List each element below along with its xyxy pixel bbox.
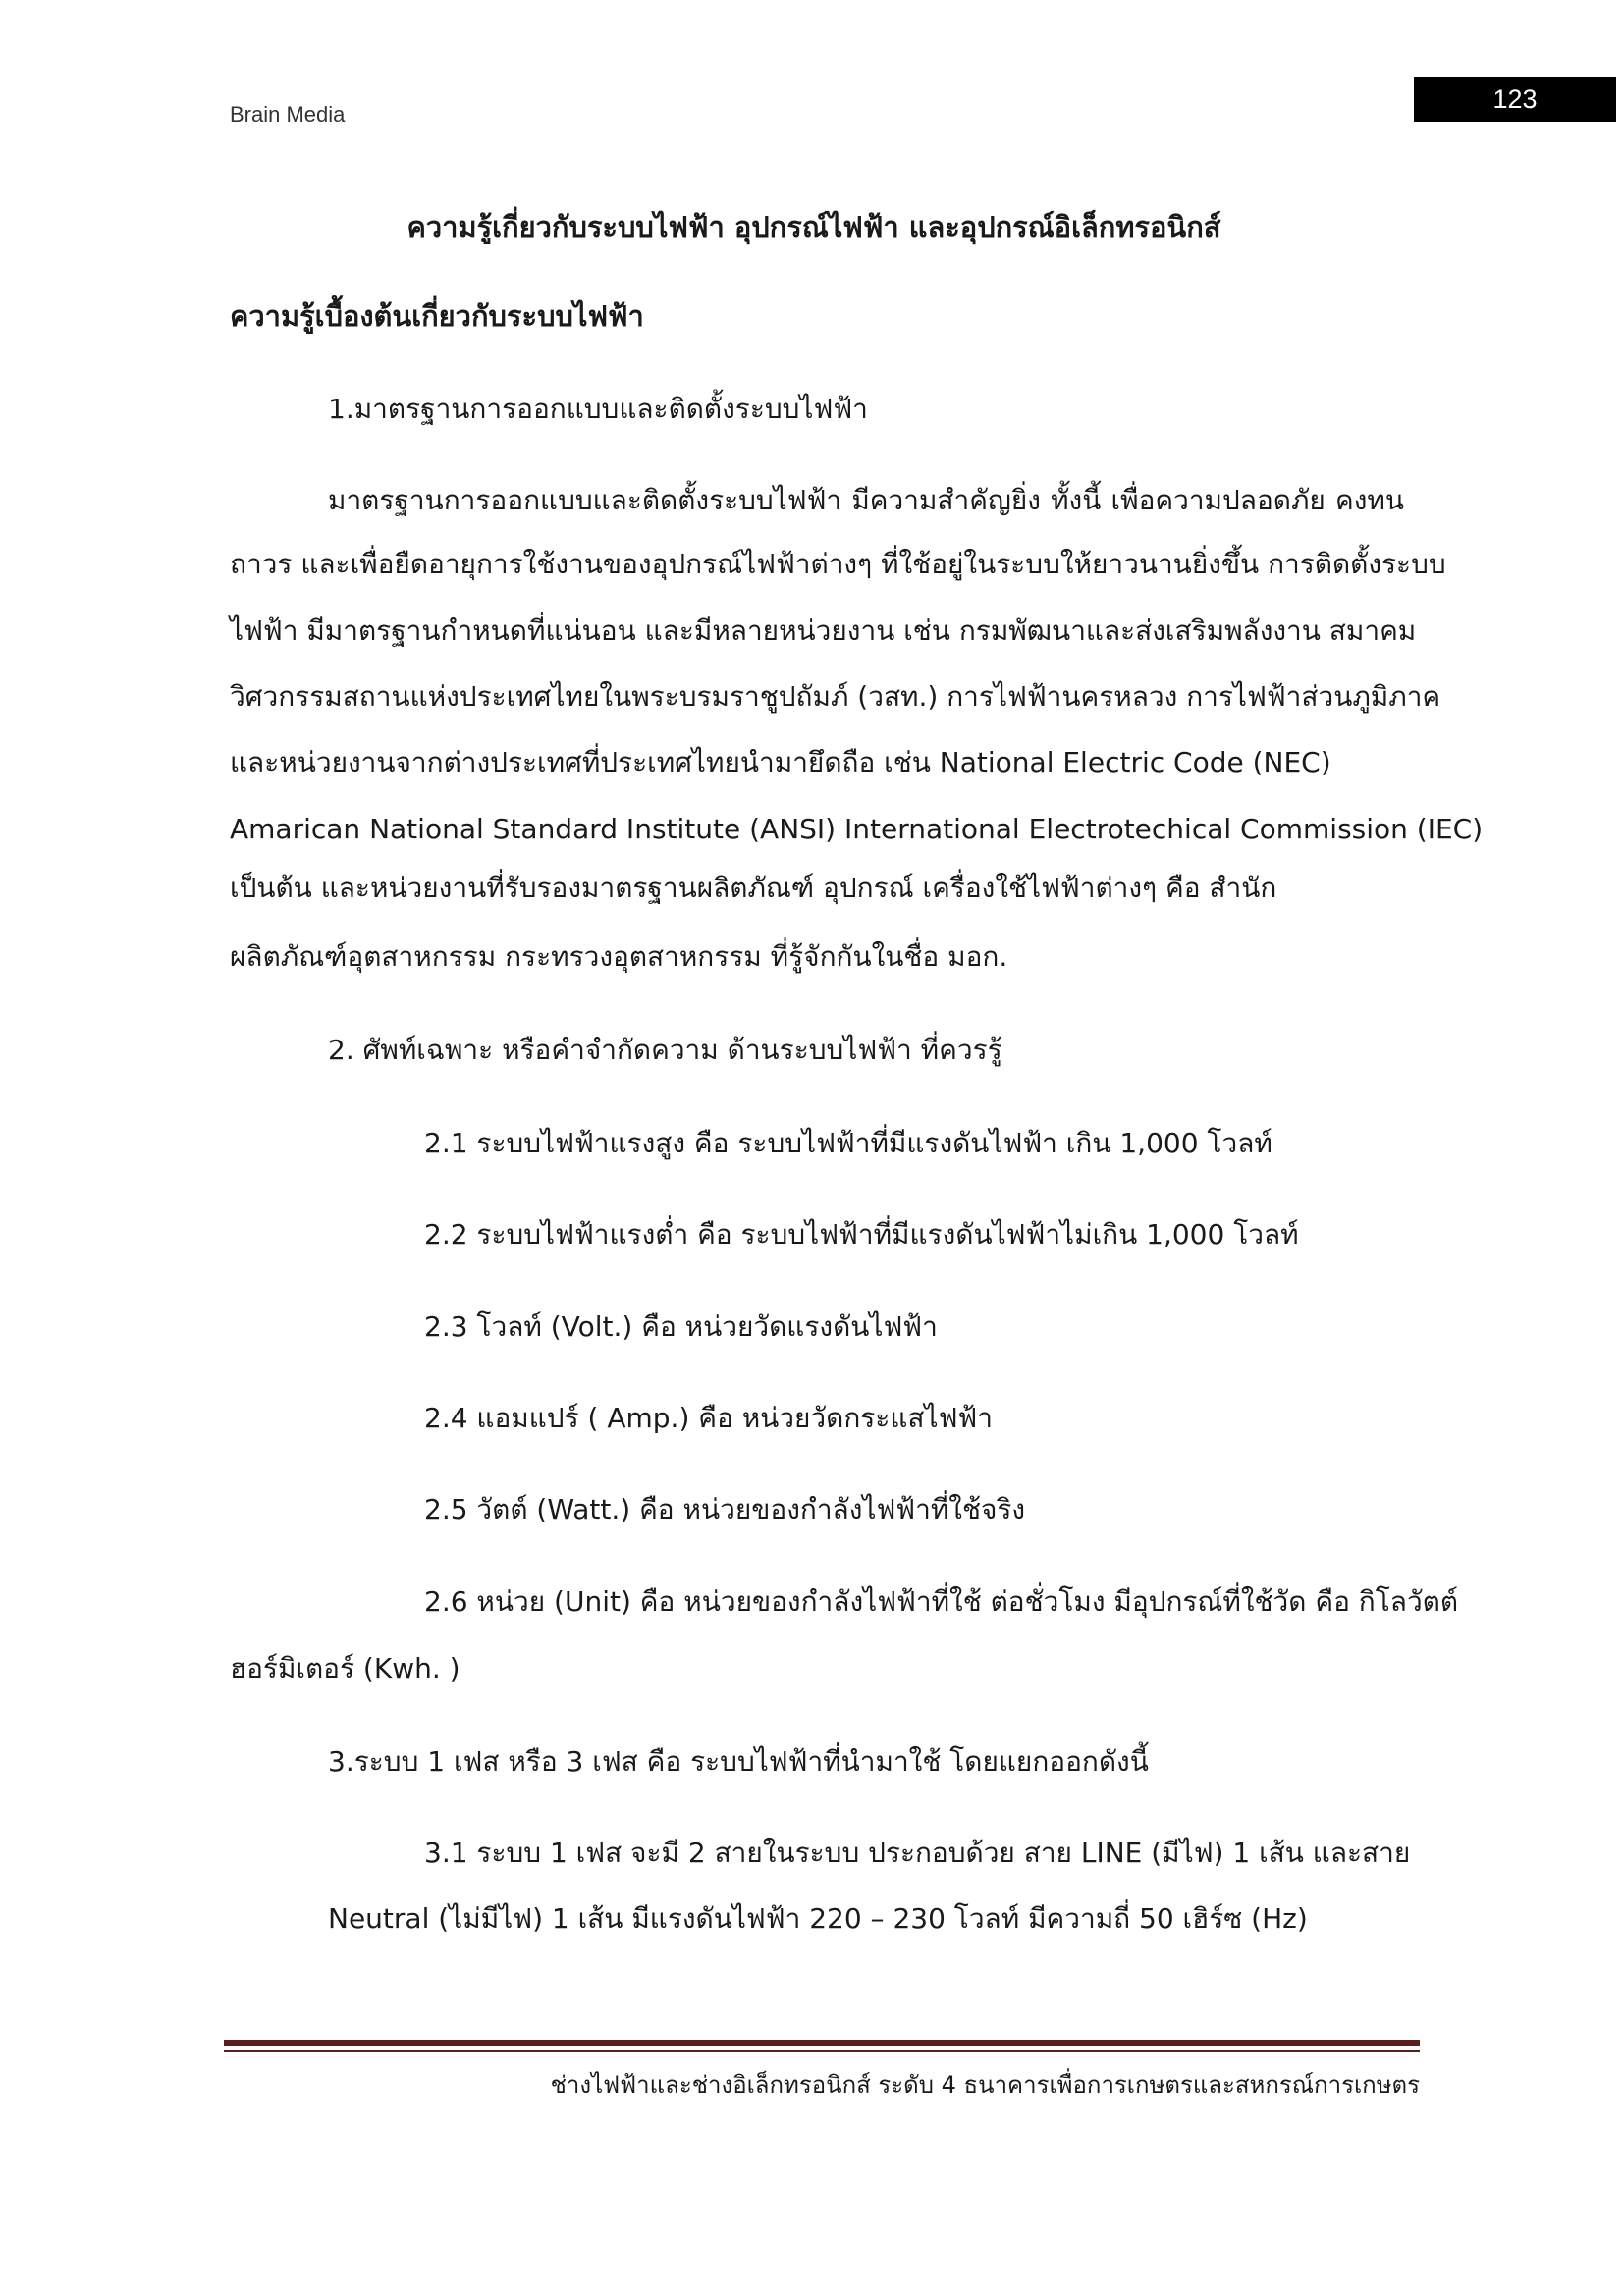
page-number: 123 xyxy=(1414,77,1616,122)
definition-item: 2.4 แอมแปร์ ( Amp.) คือ หน่วยวัดกระแสไฟฟ้า xyxy=(424,1402,993,1434)
paragraph1-line: เป็นต้น และหน่วยงานที่รับรองมาตรฐานผลิตภัณฑ์ อุปกรณ์ เครื่องใช้ไฟฟ้าต่างๆ คือ สำนัก xyxy=(230,872,1277,904)
footer-rule xyxy=(224,2040,1420,2046)
phase-description-line: 3.1 ระบบ 1 เฟส จะมี 2 สายในระบบ ประกอบด้วย สาย LINE (มีไฟ) 1 เส้น และสาย xyxy=(424,1837,1411,1869)
definition-item: 2.5 วัตต์ (Watt.) คือ หน่วยของกำลังไฟฟ้าที่ใช้จริง xyxy=(424,1493,1026,1525)
paragraph1-line: ผลิตภัณฑ์อุตสาหกรรม กระทรวงอุตสาหกรรม ที่รู้จักกันในชื่อ มอก. xyxy=(230,940,1008,973)
definition-item: 2.3 โวลท์ (Volt.) คือ หน่วยวัดแรงดันไฟฟ้า xyxy=(424,1310,938,1343)
footer-text: ช่างไฟฟ้าและช่างอิเล็กทรอนิกส์ ระดับ 4 ธนาคารเพื่อการเกษตรและสหกรณ์การเกษตร xyxy=(550,2071,1420,2099)
item2-heading: 2. ศัพท์เฉพาะ หรือคำจำกัดความ ด้านระบบไฟฟ้า ที่ควรรู้ xyxy=(328,1034,1002,1066)
item3-heading: 3.ระบบ 1 เฟส หรือ 3 เฟส คือ ระบบไฟฟ้าที่นำมาใช้ โดยแยกออกดังนี้ xyxy=(328,1745,1149,1778)
paragraph1-line: วิศวกรรมสถานแห่งประเทศไทยในพระบรมราชูปถัมภ์ (วสท.) การไฟฟ้านครหลวง การไฟฟ้าส่วนภูมิภาค xyxy=(230,680,1441,713)
footer-rule-thin xyxy=(224,2050,1420,2052)
paragraph1-line: Amarican National Standard Institute (ANSI) International Electrotechical Commission (IEC) xyxy=(230,813,1484,845)
paragraph1-line: และหน่วยงานจากต่างประเทศที่ประเทศไทยนำมายึดถือ เช่น National Electric Code (NEC) xyxy=(230,746,1331,778)
definition-item: 2.2 ระบบไฟฟ้าแรงต่ำ คือ ระบบไฟฟ้าที่มีแรงดันไฟฟ้าไม่เกิน 1,000 โวลท์ xyxy=(424,1218,1299,1251)
definition-item: 2.1 ระบบไฟฟ้าแรงสูง คือ ระบบไฟฟ้าที่มีแรงดันไฟฟ้า เกิน 1,000 โวลท์ xyxy=(424,1127,1272,1159)
section-heading: ความรู้เบื้องต้นเกี่ยวกับระบบไฟฟ้า xyxy=(230,299,644,333)
item1-heading: 1.มาตรฐานการออกแบบและติดตั้งระบบไฟฟ้า xyxy=(328,393,868,425)
document-title: ความรู้เกี่ยวกับระบบไฟฟ้า อุปกรณ์ไฟฟ้า และอุปกรณ์อิเล็กทรอนิกส์ xyxy=(406,210,1221,243)
paragraph1-line: ไฟฟ้า มีมาตรฐานกำหนดที่แน่นอน และมีหลายหน่วยงาน เช่น กรมพัฒนาและส่งเสริมพลังงาน สมาคม xyxy=(230,614,1417,647)
definition-continuation: ฮอร์มิเตอร์ (Kwh. ) xyxy=(230,1652,460,1684)
paragraph1-line: มาตรฐานการออกแบบและติดตั้งระบบไฟฟ้า มีความสำคัญยิ่ง ทั้งนี้ เพื่อความปลอดภัย คงทน xyxy=(328,484,1404,516)
phase-description-line: Neutral (ไม่มีไฟ) 1 เส้น มีแรงดันไฟฟ้า 220 – 230 โวลท์ มีความถี่ 50 เฮิร์ซ (Hz) xyxy=(328,1902,1308,1935)
paragraph1-line: ถาวร และเพื่อยืดอายุการใช้งานของอุปกรณ์ไฟฟ้าต่างๆ ที่ใช้อยู่ในระบบให้ยาวนานยิ่งขึ้น การติดตั้งระบบ xyxy=(230,548,1446,580)
header-brand: Brain Media xyxy=(230,102,346,127)
definition-item: 2.6 หน่วย (Unit) คือ หน่วยของกำลังไฟฟ้าที่ใช้ ต่อชั่วโมง มีอุปกรณ์ที่ใช้วัด คือ กิโลวัตต์ xyxy=(424,1585,1459,1618)
